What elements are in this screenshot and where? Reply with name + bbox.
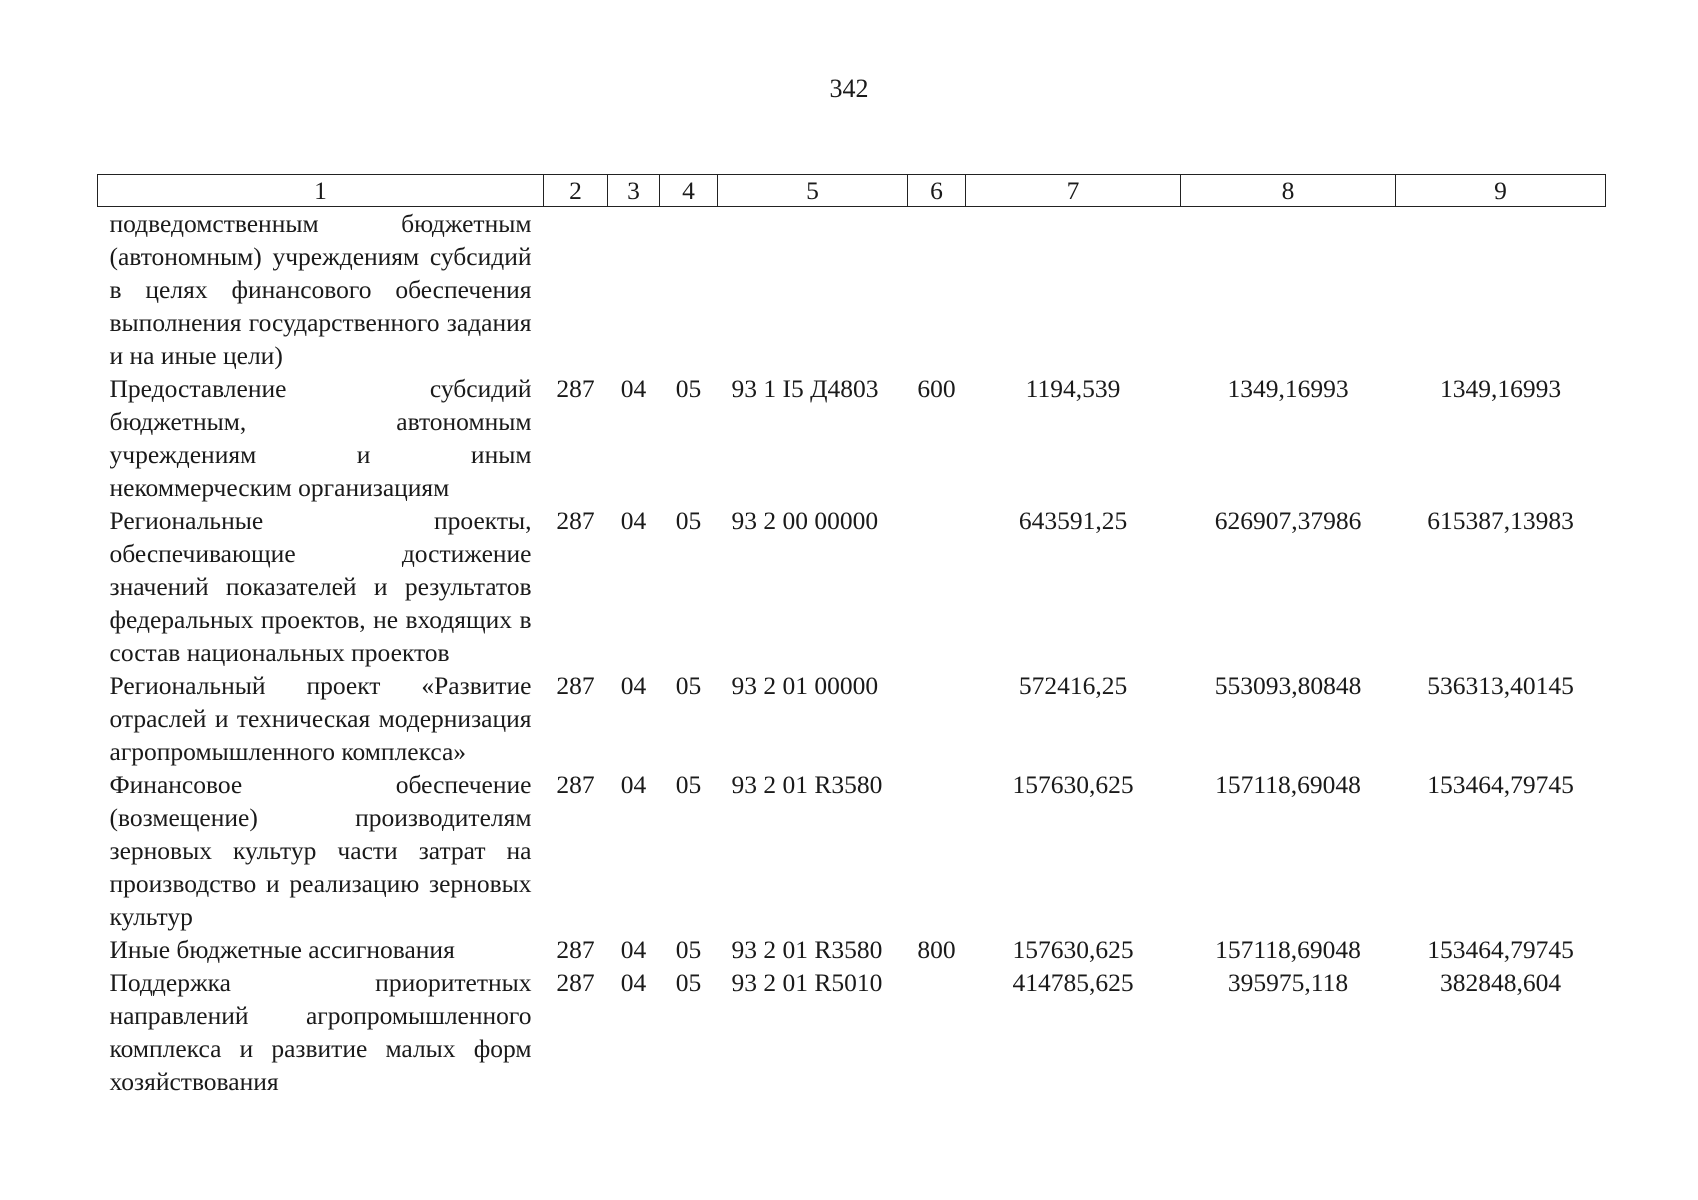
row-amount-col9-cell: 615387,13983 <box>1427 506 1574 535</box>
budget-table <box>97 174 1606 1098</box>
row-expense-type-cell: 600 <box>917 374 956 403</box>
row-amount-col9-cell: 382848,604 <box>1439 968 1562 997</box>
row-subsection-cell: 05 <box>675 374 702 403</box>
row-amount-col9-cell: 153464,79745 <box>1427 770 1574 799</box>
row-amount-col8-cell: 1349,16993 <box>1227 374 1349 403</box>
header-col-1: 1 <box>98 175 544 207</box>
row-amount-col9-cell <box>1396 207 1606 373</box>
row-amount-col8-cell: 553093,80848 <box>1214 671 1362 700</box>
row-target-article-cell: 93 2 01 R3580 <box>731 770 883 799</box>
row-amount-col8-cell: 395975,118 <box>1227 968 1349 997</box>
row-subsection-cell: 05 <box>675 506 702 535</box>
row-expense-type-cell <box>908 207 966 373</box>
row-amount-col7-cell: 1194,539 <box>1025 374 1121 403</box>
table-row <box>98 504 1606 669</box>
row-expense-type-cell <box>908 669 966 768</box>
row-section-cell: 04 <box>620 935 647 964</box>
table-row <box>98 669 1606 768</box>
row-name-cell: Поддержка приоритетных направлений агропромышленного комплекса и развитие малых форм хозяйствования <box>109 968 532 1096</box>
row-code-ministry-cell: 287 <box>556 770 595 799</box>
row-subsection-cell: 05 <box>675 671 702 700</box>
row-section-cell: 04 <box>620 770 647 799</box>
row-name-cell: Финансовое обеспечение (возмещение) производителям зерновых культур части затрат на производство и реализацию зерновых культур <box>109 770 532 931</box>
row-target-article-cell <box>718 207 908 373</box>
header-col-5: 5 <box>718 175 908 207</box>
row-code-ministry-cell: 287 <box>556 935 595 964</box>
row-section-cell: 04 <box>620 968 647 997</box>
header-col-6: 6 <box>908 175 966 207</box>
table-header <box>98 175 1606 207</box>
row-target-article-cell: 93 2 01 00000 <box>731 671 879 700</box>
table-row <box>98 207 1606 373</box>
page-number: 342 <box>829 74 869 103</box>
row-name-cell: подведомственным бюджетным (автономным) учреждениям субсидий в целях финансового обеспечения выполнения государственного задания и на иные цели) <box>109 209 532 370</box>
row-subsection-cell: 05 <box>675 935 702 964</box>
header-col-3: 3 <box>608 175 660 207</box>
row-expense-type-cell <box>908 504 966 669</box>
row-name-cell: Предоставление субсидий бюджетным, автономным учреждениям и иным некоммерческим организациям <box>109 374 532 502</box>
row-amount-col7-cell: 414785,625 <box>1012 968 1134 997</box>
header-col-7: 7 <box>966 175 1181 207</box>
header-row <box>98 175 1606 207</box>
row-target-article-cell: 93 2 01 R3580 <box>731 935 883 964</box>
header-col-2: 2 <box>544 175 608 207</box>
row-code-ministry-cell: 287 <box>556 506 595 535</box>
row-subsection-cell: 05 <box>675 968 702 997</box>
row-amount-col9-cell: 1349,16993 <box>1439 374 1562 403</box>
row-name-cell: Региональные проекты, обеспечивающие достижение значений показателей и результатов федеральных проектов, не входящих в состав национальных проектов <box>109 506 532 667</box>
row-amount-col8-cell: 157118,69048 <box>1215 770 1361 799</box>
row-target-article-cell: 93 1 I5 Д4803 <box>731 374 879 403</box>
row-amount-col7-cell: 157630,625 <box>1012 770 1134 799</box>
row-target-article-cell: 93 2 00 00000 <box>731 506 879 535</box>
row-section-cell <box>608 207 660 373</box>
row-amount-col7-cell: 572416,25 <box>1018 671 1128 700</box>
row-section-cell: 04 <box>620 671 647 700</box>
row-amount-col8-cell: 626907,37986 <box>1214 506 1362 535</box>
row-code-ministry-cell: 287 <box>556 671 595 700</box>
table-row <box>98 966 1606 1098</box>
row-subsection-cell: 05 <box>675 770 702 799</box>
row-code-ministry-cell <box>544 207 608 373</box>
row-amount-col9-cell: 536313,40145 <box>1427 671 1574 700</box>
table-row <box>98 933 1606 966</box>
row-amount-col7-cell <box>966 207 1181 373</box>
row-section-cell: 04 <box>620 374 647 403</box>
row-amount-col8-cell: 157118,69048 <box>1215 935 1361 964</box>
table-body <box>98 207 1606 1099</box>
header-col-9: 9 <box>1396 175 1606 207</box>
row-name-cell: Иные бюджетные ассигнования <box>109 935 455 964</box>
row-code-ministry-cell: 287 <box>556 968 595 997</box>
row-section-cell: 04 <box>620 506 647 535</box>
header-col-4: 4 <box>660 175 718 207</box>
row-expense-type-cell <box>908 966 966 1098</box>
table-row <box>98 372 1606 504</box>
row-amount-col8-cell <box>1181 207 1396 373</box>
row-amount-col7-cell: 157630,625 <box>1012 935 1134 964</box>
header-col-8: 8 <box>1181 175 1396 207</box>
row-subsection-cell <box>660 207 718 373</box>
row-amount-col7-cell: 643591,25 <box>1018 506 1128 535</box>
row-expense-type-cell <box>908 768 966 933</box>
row-expense-type-cell: 800 <box>917 935 956 964</box>
table-row <box>98 768 1606 933</box>
row-target-article-cell: 93 2 01 R5010 <box>731 968 883 997</box>
row-code-ministry-cell: 287 <box>556 374 595 403</box>
row-name-cell: Региональный проект «Развитие отраслей и техническая модернизация агропромышленного комплекса» <box>109 671 532 766</box>
row-amount-col9-cell: 153464,79745 <box>1427 935 1574 964</box>
